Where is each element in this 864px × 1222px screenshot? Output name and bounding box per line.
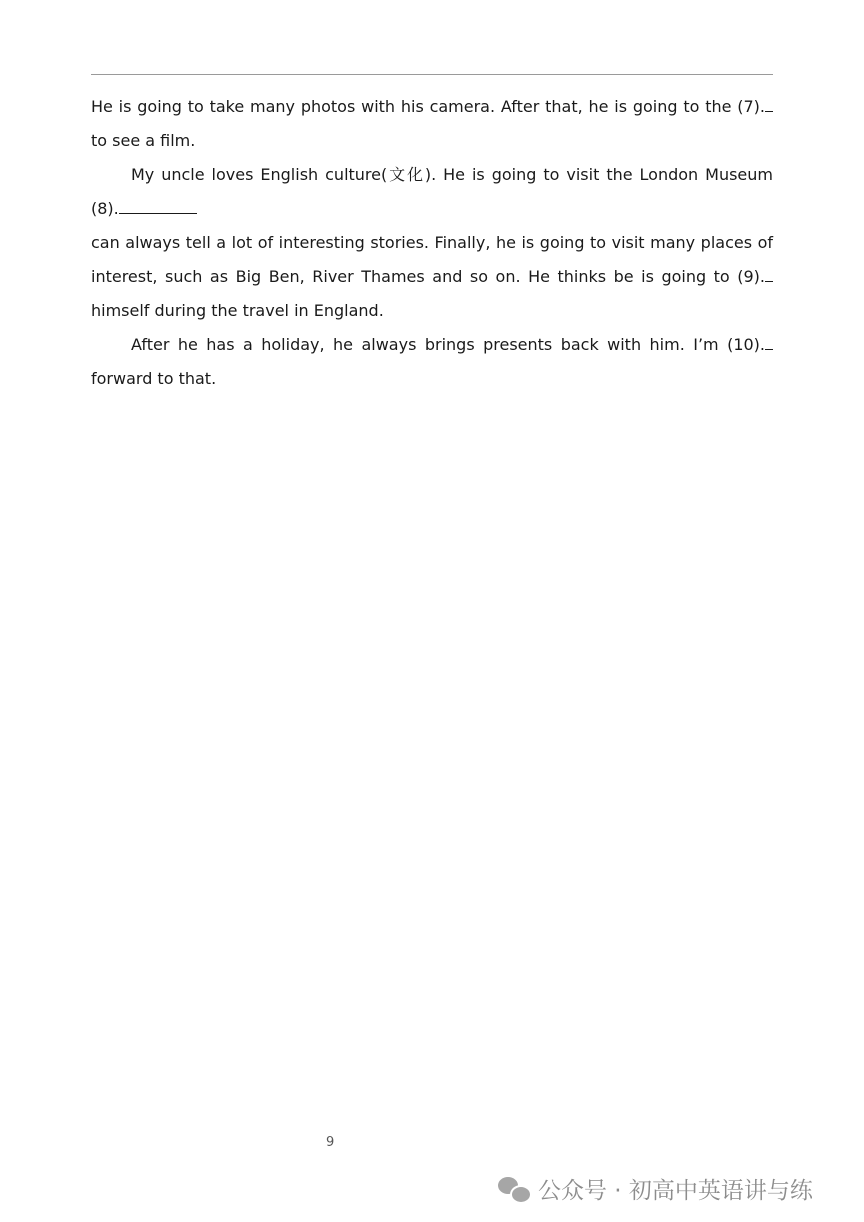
text-line-9: forward to that. bbox=[91, 369, 217, 388]
blank-7[interactable] bbox=[765, 97, 773, 112]
header-rule bbox=[91, 74, 773, 75]
page-number: 9 bbox=[326, 1135, 335, 1150]
text-line-5: can always tell a lot of interesting stories. Finally, he is going to visit many places of bbox=[91, 233, 773, 252]
blank-8[interactable] bbox=[119, 199, 197, 214]
watermark-text: 公众号 · 初高中英语讲与练 bbox=[538, 1178, 813, 1204]
text-line-8 bbox=[131, 335, 773, 355]
line-6-text: interest, such as Big Ben, River Thames and so on. He thinks be is going to (9). bbox=[91, 267, 765, 286]
text-line-4 bbox=[91, 199, 197, 219]
text-line-6 bbox=[91, 267, 773, 287]
text-line-7: himself during the travel in England. bbox=[91, 301, 384, 320]
blank-10[interactable] bbox=[765, 335, 773, 350]
blank-9[interactable] bbox=[765, 267, 773, 282]
line-8-text: After he has a holiday, he always brings presents back with him. I’m (10). bbox=[131, 335, 765, 354]
wechat-icon bbox=[498, 1175, 530, 1203]
line-4-text: (8). bbox=[91, 199, 119, 218]
text-line-3: My uncle loves English culture(文化). He is going to visit the London Museum bbox=[131, 165, 773, 184]
text-line-1 bbox=[91, 97, 773, 117]
text-line-2: to see a film. bbox=[91, 131, 196, 150]
watermark bbox=[498, 1172, 813, 1205]
line-1-text: He is going to take many photos with his camera. After that, he is going to the (7). bbox=[91, 97, 765, 116]
